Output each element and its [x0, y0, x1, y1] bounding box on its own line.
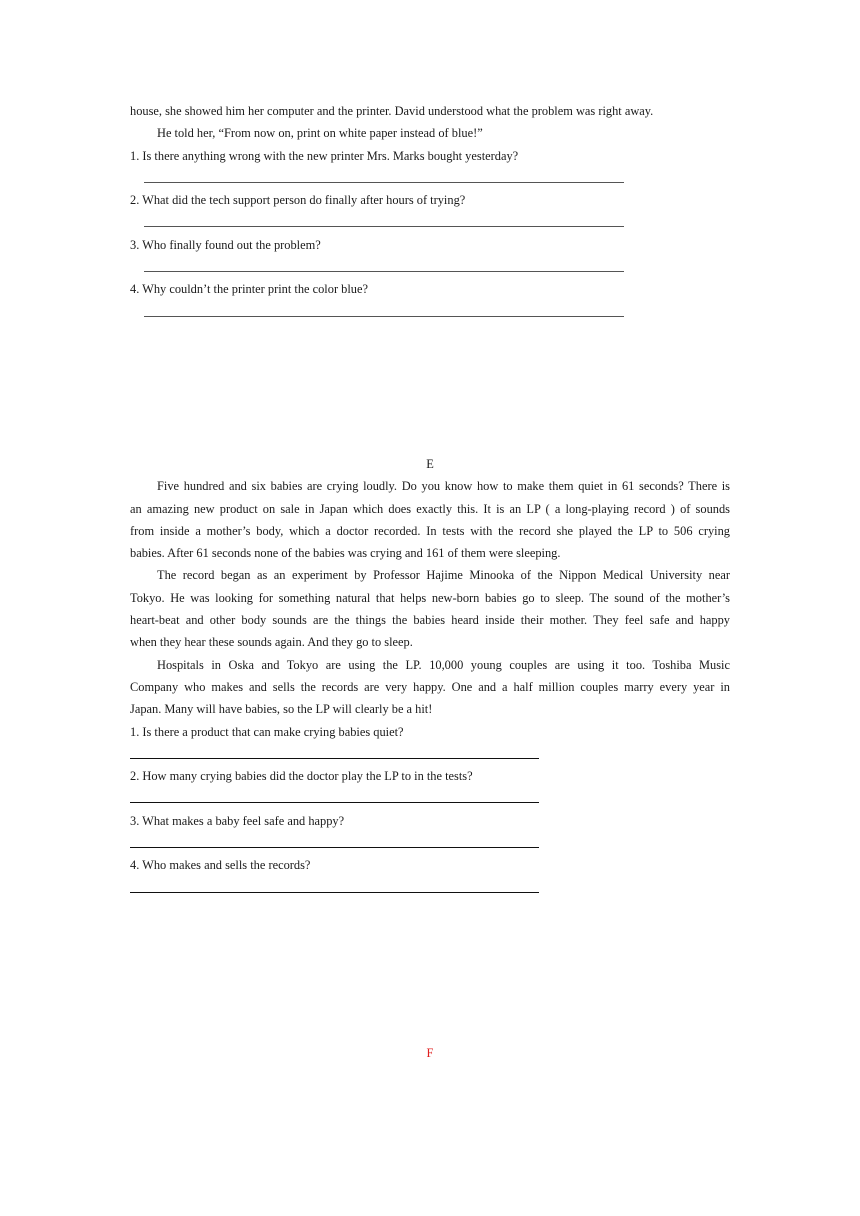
- question-2: 2. How many crying babies did the doctor play the LP to in the tests?: [130, 769, 473, 784]
- answer-line[interactable]: [130, 167, 730, 189]
- paragraph-2: [130, 564, 730, 653]
- paragraph-1: [130, 475, 730, 564]
- section-e-heading: E: [426, 457, 434, 471]
- answer-line[interactable]: [130, 832, 730, 854]
- paragraph-line: The record began as an experiment by Professor Hajime Minooka of the Nippon Medical University near: [157, 568, 730, 583]
- paragraph-line: heart-beat and other body sounds are the things the babies heard inside their mother. They feel safe and happy: [130, 613, 730, 628]
- question-1: 1. Is there anything wrong with the new printer Mrs. Marks bought yesterday?: [130, 148, 519, 163]
- answer-line[interactable]: [130, 787, 730, 809]
- paragraph-line: when they hear these sounds again. And they go to sleep.: [130, 635, 413, 650]
- answer-line[interactable]: [130, 301, 730, 323]
- section-f-heading: F: [426, 1046, 434, 1060]
- section-f: [130, 1042, 730, 1064]
- story-text-line: He told her, “From now on, print on white paper instead of blue!”: [157, 126, 483, 141]
- paragraph-line: from inside a mother’s body, which a doctor recorded. In tests with the record she played the LP to 506 crying: [130, 523, 730, 538]
- question-3: 3. Who finally found out the problem?: [130, 237, 321, 252]
- question-2: 2. What did the tech support person do finally after hours of trying?: [130, 193, 466, 208]
- answer-line[interactable]: [130, 211, 730, 233]
- question-1: 1. Is there a product that can make crying babies quiet?: [130, 724, 404, 739]
- question-3: 3. What makes a baby feel safe and happy?: [130, 813, 345, 828]
- paragraph-line: Company who makes and sells the records are very happy. One and a half million couples marry every year in: [130, 679, 730, 694]
- paragraph-line: Japan. Many will have babies, so the LP will clearly be a hit!: [130, 702, 433, 717]
- paragraph-line: Hospitals in Oska and Tokyo are using the LP. 10,000 young couples are using it too. Toshiba Music: [157, 657, 730, 672]
- section-d-tail: [130, 100, 730, 323]
- paragraph-line: Five hundred and six babies are crying loudly. Do you know how to make them quiet in 61 seconds? There is: [157, 479, 730, 494]
- question-4: 4. Why couldn’t the printer print the color blue?: [130, 282, 368, 297]
- story-text-line: house, she showed him her computer and the printer. David understood what the problem was right away.: [130, 104, 654, 118]
- answer-line[interactable]: [130, 877, 730, 899]
- section-e: [130, 453, 730, 899]
- paragraph-line: an amazing new product on sale in Japan which does exactly this. It is an LP ( a long-playing record ) of sounds: [130, 501, 730, 516]
- answer-line[interactable]: [130, 743, 730, 765]
- paragraph-line: babies. After 61 seconds none of the babies was crying and 161 of them were sleeping.: [130, 546, 561, 561]
- paragraph-3: [130, 654, 730, 721]
- paragraph-line: Tokyo. He was looking for something natural that helps new-born babies go to sleep. The sound of the mother’s: [130, 590, 730, 605]
- question-4: 4. Who makes and sells the records?: [130, 858, 311, 873]
- answer-line[interactable]: [130, 256, 730, 278]
